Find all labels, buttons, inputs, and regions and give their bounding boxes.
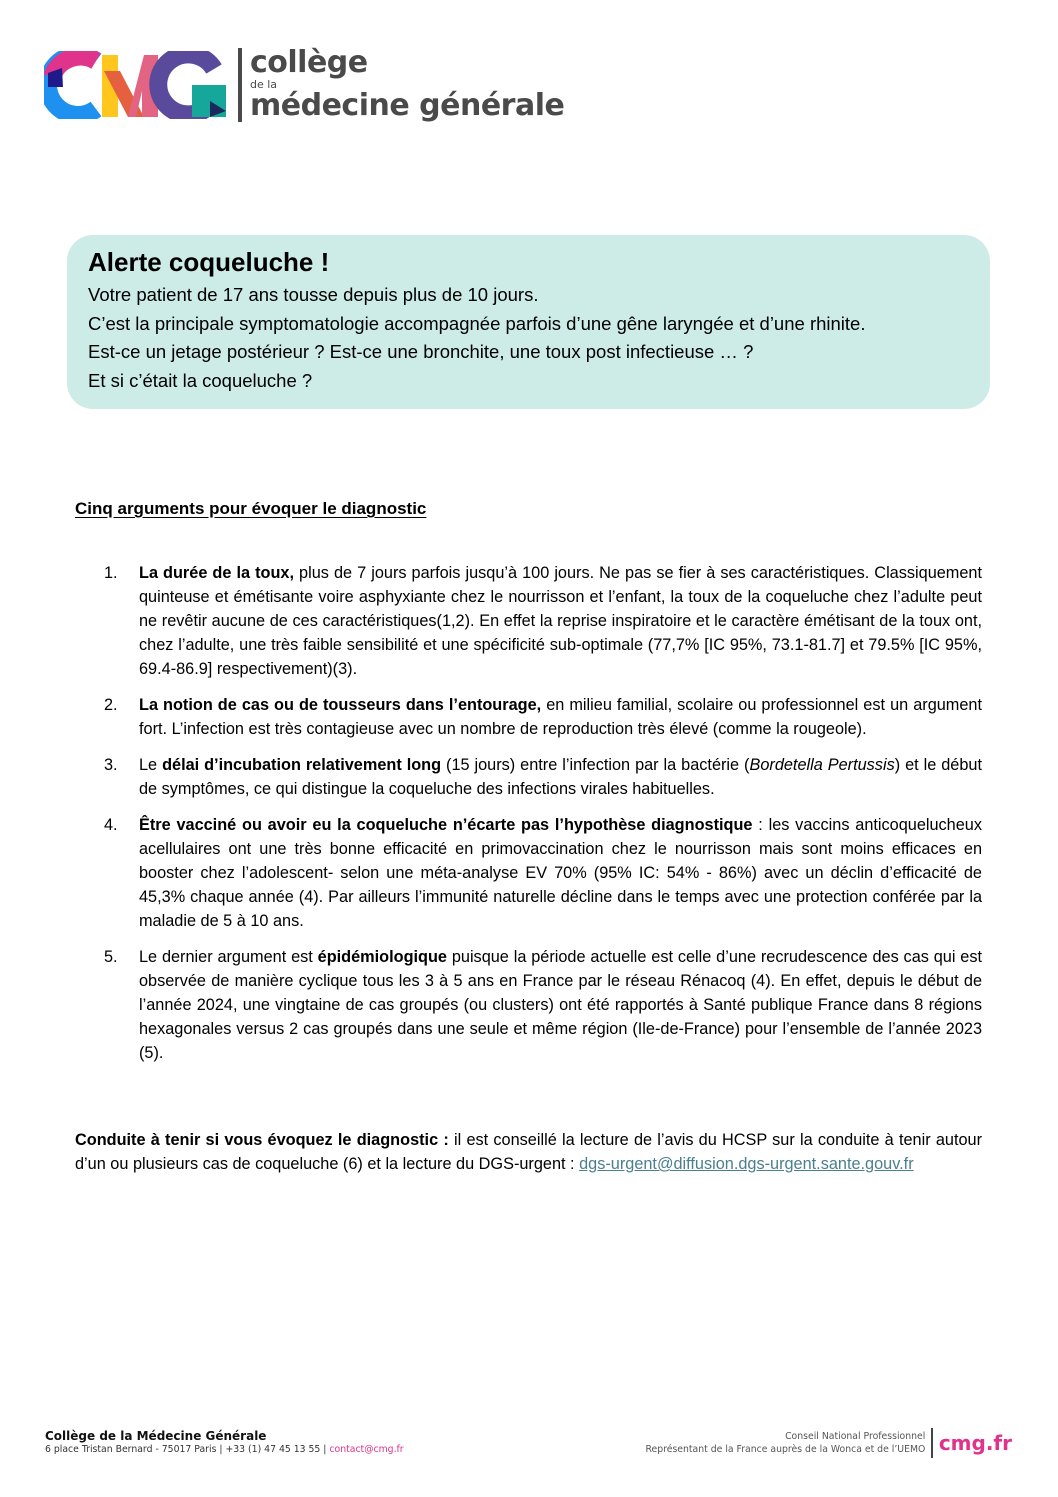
argument-post: ) et le début de symptômes, ce qui distingue la coqueluche des infections virales habituelles.: [139, 756, 982, 798]
alert-line: C’est la principale symptomatologie accompagnée parfois d’une gêne laryngée et d’une rhinite.: [88, 312, 866, 334]
argument-text: [139, 753, 982, 801]
argument-item: [104, 813, 982, 933]
logo-line-college: collège: [250, 44, 368, 80]
footer-left: [45, 1429, 404, 1456]
footer-cnp-line: Conseil National Professionnel: [785, 1431, 926, 1442]
argument-text: [139, 813, 982, 933]
argument-body: : les vaccins anticoquelucheux acellulaires ont une très bonne efficacité en primovaccination chez le nourrisson mais sont moins efficaces en booster chez l’adolescent- selon une méta-analyse EV 70% (95% IC: 54% - 86%) avec un déclin d’efficacité de 45,3% chaque année (4). Par ailleurs l’immunité naturelle décline dans le temps avec une protection conférée par la maladie de 5 à 10 ans.: [139, 816, 982, 930]
logo-line-medecine-generale: médecine générale: [250, 87, 565, 123]
cmg-logo-mark-icon: [44, 51, 228, 119]
section-title: Cinq arguments pour évoquer le diagnostic: [75, 499, 427, 518]
footer-divider: [931, 1428, 933, 1458]
footer-right: [645, 1428, 1012, 1458]
argument-pre: Le dernier argument est: [139, 948, 318, 966]
footer-brand-link[interactable]: cmg.fr: [938, 1431, 1012, 1455]
argument-text: [139, 945, 982, 1065]
argument-number: 3.: [104, 756, 118, 774]
argument-item: [104, 945, 982, 1065]
alert-title: Alerte coqueluche !: [88, 247, 330, 277]
argument-number: 5.: [104, 948, 118, 966]
footer-org-name: Collège de la Médecine Générale: [45, 1429, 267, 1443]
logo-line-de-la: de la: [250, 77, 278, 91]
alert-line: Est-ce un jetage postérieur ? Est-ce une bronchite, une toux post infectieuse … ?: [88, 341, 754, 362]
argument-pre: Le: [139, 756, 163, 774]
alert-line: Votre patient de 17 ans tousse depuis plus de 10 jours.: [88, 284, 539, 305]
argument-bold: La notion de cas ou de tousseurs dans l’entourage,: [139, 696, 542, 714]
conduite-heading: Conduite à tenir si vous évoquez le diagnostic :: [75, 1131, 449, 1149]
cmg-logo: [44, 44, 565, 123]
footer-address: [45, 1443, 404, 1456]
footer-right-text: [645, 1430, 925, 1456]
dgs-urgent-email-link[interactable]: dgs-urgent@diffusion.dgs-urgent.sante.gouv.fr: [579, 1155, 914, 1173]
argument-item: [104, 693, 982, 741]
arguments-list: [104, 561, 982, 1077]
argument-number: 2.: [104, 696, 118, 714]
conduite-text: il est conseillé la lecture de l’avis du HCSP sur la conduite à tenir autour d’un ou plusieurs cas de coqueluche (6) et la lecture du DGS-urgent :: [75, 1131, 983, 1173]
alert-line: Et si c’était la coqueluche ?: [88, 369, 313, 391]
argument-number: 4.: [104, 816, 118, 834]
footer-address-text: 6 place Tristan Bernard - 75017 Paris | +33 (1) 47 45 13 55 |: [45, 1444, 330, 1455]
argument-bold: délai d’incubation relativement long: [162, 756, 442, 774]
argument-body: plus de 7 jours parfois jusqu’à 100 jours. Ne pas se fier à ses caractéristiques. Classiquement quinteuse et émétisante voire asphyxiante chez le nourrisson et l’enfant, la toux de la coqueluche chez l’adulte peut ne revêtir aucune de ces caractéristiques(1,2). En effet la reprise inspiratoire et le caractère émétisant de la toux ont, chez l’adulte, une très faible sensibilité et une spécificité sub-optimale (77,7% [IC 95%, 73.1-81.7] et 79.5% [IC 95%, 69.4-86.9] respectivement)(3).: [139, 564, 982, 678]
argument-item: [104, 753, 982, 801]
argument-item: [104, 561, 982, 681]
argument-body: (15 jours) entre l’infection par la bactérie (: [441, 756, 750, 774]
argument-bold: épidémiologique: [317, 948, 447, 966]
argument-number: 1.: [104, 564, 118, 582]
logo-divider: [238, 48, 242, 122]
argument-bold: Être vacciné ou avoir eu la coqueluche n’écarte pas l’hypothèse diagnostique: [139, 816, 753, 834]
logo-wordmark: [250, 44, 565, 123]
argument-text: [139, 561, 982, 681]
conduite-paragraph: [75, 1128, 982, 1176]
argument-text: [139, 693, 982, 741]
argument-bold: La durée de la toux,: [139, 564, 294, 582]
argument-body: en milieu familial, scolaire ou professionnel est un argument fort. L’infection est très contagieuse avec un nombre de reproduction très élevé (comme la rougeole).: [139, 696, 982, 738]
alert-box: [67, 235, 990, 409]
argument-body: puisque la période actuelle est celle d’une recrudescence des cas qui est observée de manière cyclique tous les 3 à 5 ans en France par le réseau Rénacoq (4). En effet, depuis le début de l’année 2024, une vingtaine de cas groupés (ou clusters) ont été rapportés à Santé publique France dans 8 régions hexagonales versus 2 cas groupés dans une seule et même région (Ile-de-France) pour l’ensemble de l’année 2023 (5).: [139, 948, 983, 1062]
footer-wonca-line: Représentant de la France auprès de la Wonca et de l’UEMO: [645, 1444, 926, 1455]
footer-contact-email-link[interactable]: contact@cmg.fr: [329, 1444, 404, 1455]
argument-italic: Bordetella Pertussis: [749, 756, 895, 774]
